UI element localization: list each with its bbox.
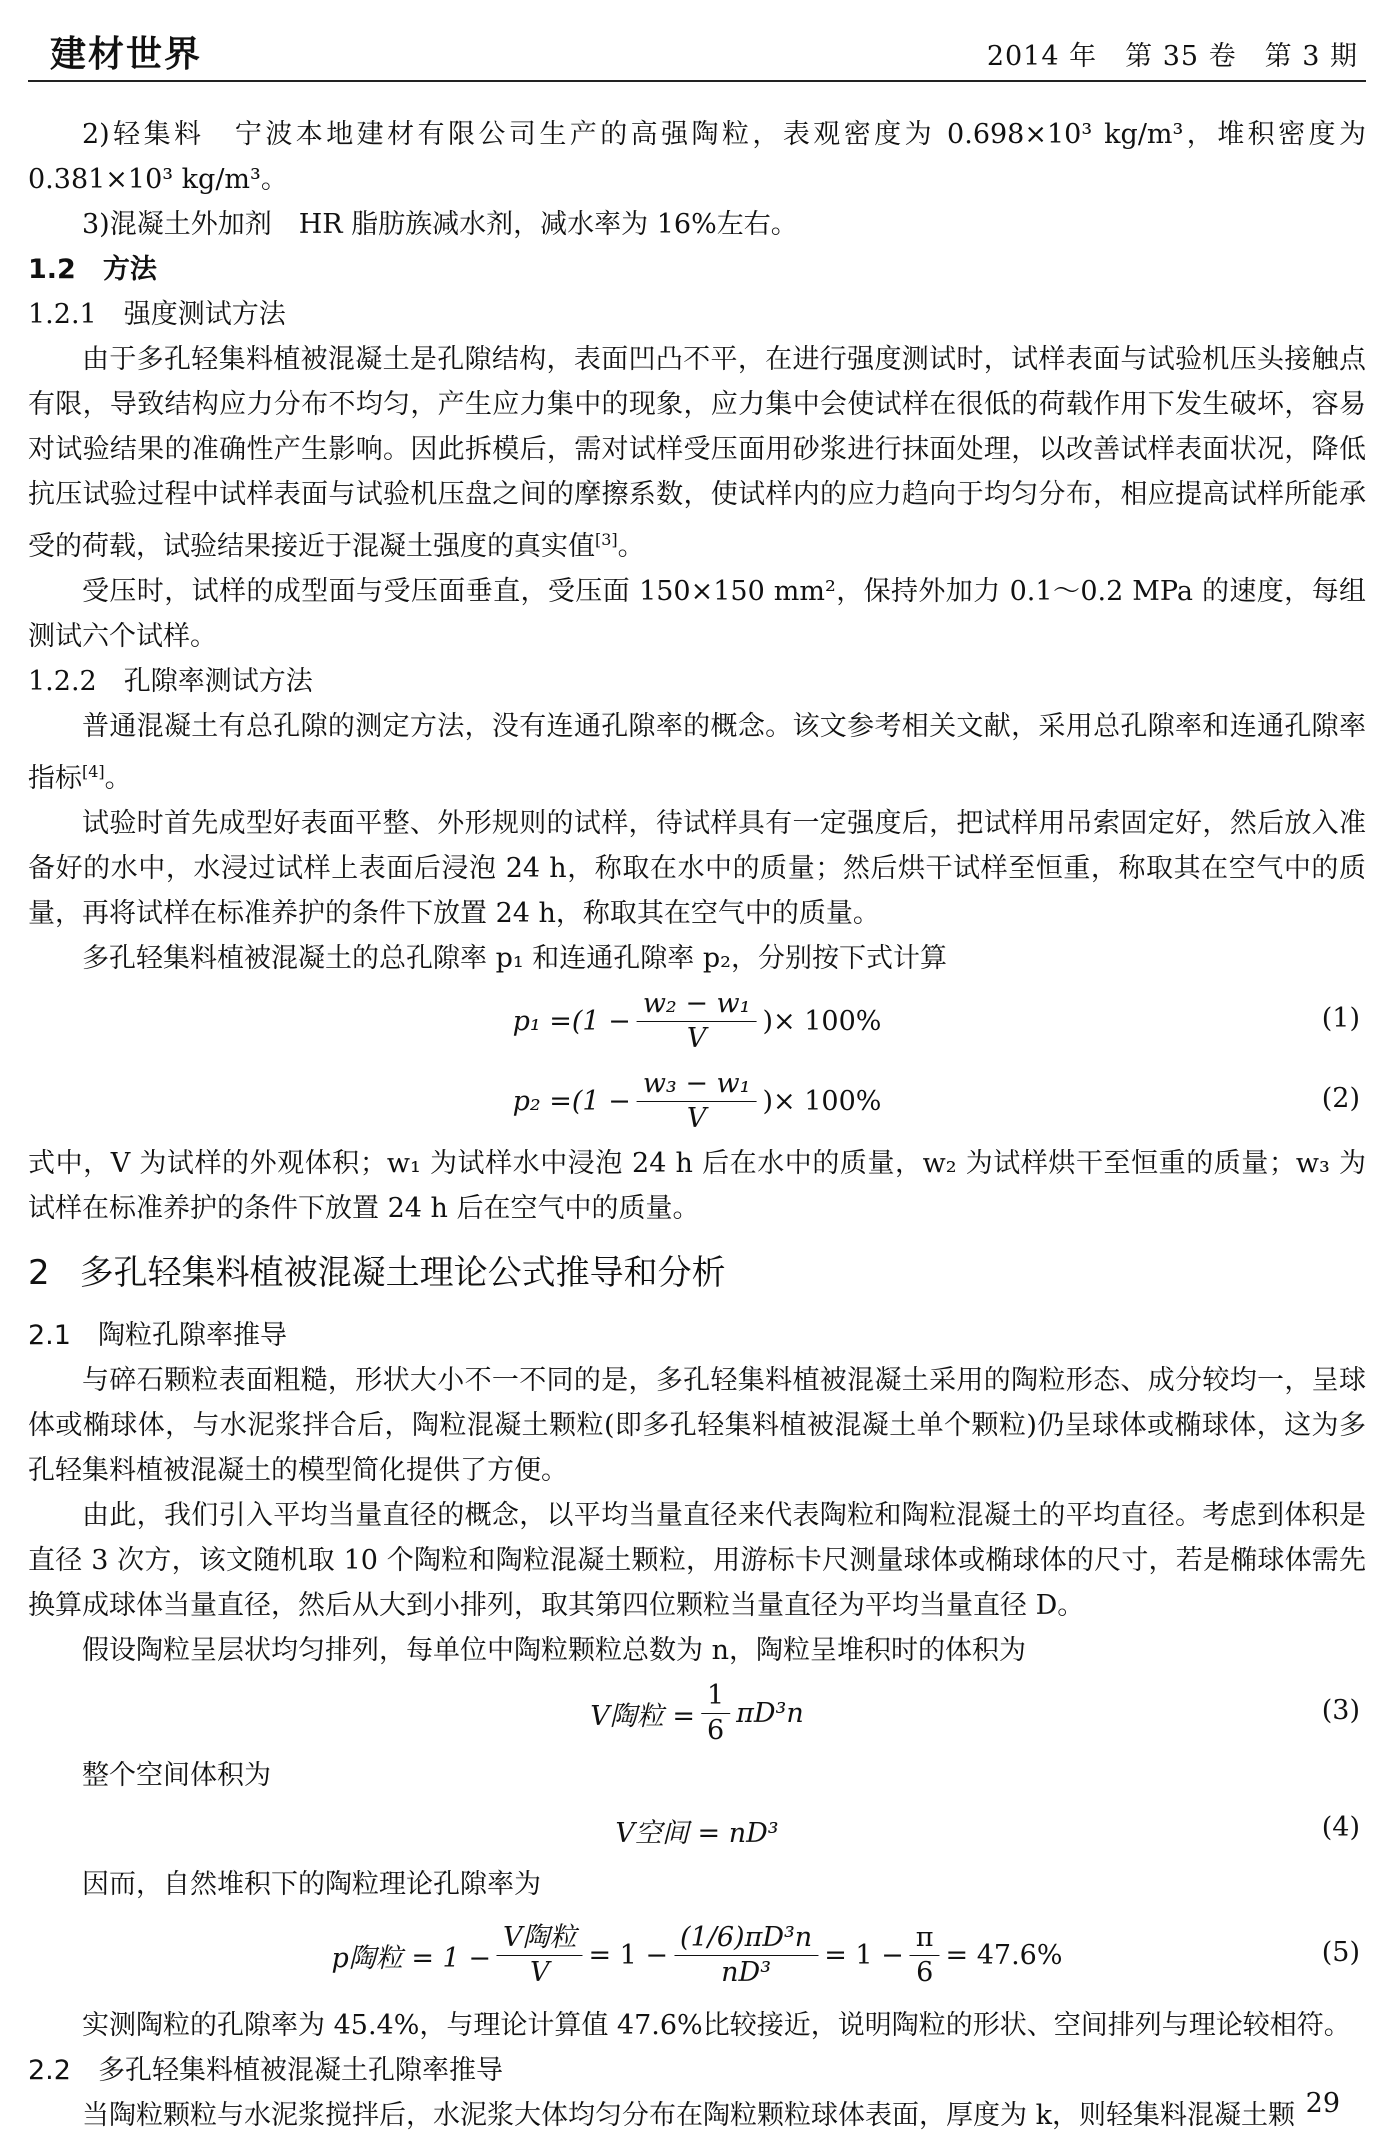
paragraph: 受压时，试样的成型面与受压面垂直，受压面 150×150 mm²，保持外加力 0.1～0.2 MPa 的速度，每组测试六个试样。: [28, 576, 1366, 652]
section-heading: 2.2 多孔轻集料植被混凝土孔隙率推导: [28, 2055, 503, 2086]
paragraph: 由此，我们引入平均当量直径的概念，以平均当量直径来代表陶粒和陶粒混凝土的平均直径。考虑到体积是直径 3 次方，该文随机取 10 个陶粒和陶粒混凝土颗粒，用游标卡尺测量球体或椭球体的尺寸，若是椭球体需先换算成球体当量直径，然后从大到小排列，取其第四位颗粒当量直径为平均当量直径 D。: [28, 1500, 1366, 1621]
equation-number: (3): [1321, 1695, 1360, 1726]
paragraph: 3)混凝土外加剂 HR 脂肪族减水剂，减水率为 16%左右。: [82, 209, 798, 240]
subsection-heading: 1.2.1 强度测试方法: [28, 299, 286, 330]
chapter-heading: 2 多孔轻集料植被混凝土理论公式推导和分析: [28, 1253, 726, 1293]
equation-1: p₁ =(1 − $\frac{\text{w₂ − w₁}}{V}$ )× 100% (1): [512, 987, 1360, 1054]
paragraph: 普通混凝土有总孔隙的测定方法，没有连通孔隙率的概念。该文参考相关文献，采用总孔隙率和连通孔隙率指标[4]。: [28, 711, 1366, 794]
equation-number: (2): [1321, 1083, 1360, 1114]
citation: [4]: [82, 762, 105, 781]
paragraph: 假设陶粒呈层状均匀排列，每单位中陶粒颗粒总数为 n，陶粒呈堆积时的体积为: [82, 1635, 1026, 1666]
subsection-heading: 1.2.2 孔隙率测试方法: [28, 666, 313, 697]
citation: [3]: [595, 530, 618, 549]
equation-number: (1): [1321, 1003, 1360, 1034]
page-number: 29: [1305, 2088, 1340, 2119]
paragraph: 试验时首先成型好表面平整、外形规则的试样，待试样具有一定强度后，把试样用吊索固定好，然后放入准备好的水中，水浸过试样上表面后浸泡 24 h，称取在水中的质量；然后烘干试样至恒重，称取其在空气中的质量，再将试样在标准养护的条件下放置 24 h，称取其在空气中的质量。: [28, 808, 1366, 929]
paragraph: 2)轻集料 宁波本地建材有限公司生产的高强陶粒，表观密度为 0.698×10³ kg/m³，堆积密度为 0.381×10³ kg/m³。: [28, 119, 1366, 195]
equation-5: p陶粒 = 1 − $\frac{\text{V陶粒}}{V}$ = 1 − $\frac{\text{(1/6)πD³n}}{\text{nD³}}$ = 1 − $\frac{\pi}{6}$ = 47.6% (5): [331, 1921, 1360, 1988]
paragraph: 实测陶粒的孔隙率为 45.4%，与理论计算值 47.6%比较接近，说明陶粒的形状、空间排列与理论较相符。: [82, 2010, 1351, 2041]
equation-number: (4): [1321, 1812, 1360, 1843]
paragraph: 与碎石颗粒表面粗糙，形状大小不一不同的是，多孔轻集料植被混凝土采用的陶粒形态、成分较均一，呈球体或椭球体，与水泥浆拌合后，陶粒混凝土颗粒(即多孔轻集料植被混凝土单个颗粒)仍呈球体或椭球体，这为多孔轻集料植被混凝土的模型简化提供了方便。: [28, 1365, 1366, 1486]
paragraph: 整个空间体积为: [82, 1760, 271, 1791]
paper-page: [28, 0, 1366, 2141]
journal-name: 建材世界: [50, 34, 203, 75]
equation-4: V空间 = nD³ (4): [615, 1812, 1360, 1849]
issue-info: 2014 年 第 35 卷 第 3 期: [986, 41, 1358, 72]
running-header: [28, 22, 1366, 82]
equation-3: V陶粒 = $\frac{1}{6}$ πD³n (3): [590, 1679, 1360, 1746]
equation-2: p₂ =(1 − $\frac{\text{w₃ − w₁}}{V}$ )× 100% (2): [512, 1067, 1360, 1134]
body-text: [28, 112, 1366, 2138]
equation-number: (5): [1321, 1937, 1360, 1968]
paragraph: 因而，自然堆积下的陶粒理论孔隙率为: [82, 1869, 541, 1900]
paragraph: 由于多孔轻集料植被混凝土是孔隙结构，表面凹凸不平，在进行强度测试时，试样表面与试验机压头接触点有限，导致结构应力分布不均匀，产生应力集中的现象，应力集中会使试样在很低的荷载作用下发生破坏，容易对试验结果的准确性产生影响。因此拆模后，需对试样受压面用砂浆进行抹面处理，以改善试样表面状况，降低抗压试验过程中试样表面与试验机压盘之间的摩擦系数，使试样内的应力趋向于均匀分布，相应提高试样所能承受的荷载，试验结果接近于混凝土强度的真实值[3]。: [28, 344, 1366, 562]
paragraph: 多孔轻集料植被混凝土的总孔隙率 p₁ 和连通孔隙率 p₂，分别按下式计算: [82, 943, 947, 974]
paragraph: 式中，V 为试样的外观体积；w₁ 为试样水中浸泡 24 h 后在水中的质量，w₂ 为试样烘干至恒重的质量；w₃ 为试样在标准养护的条件下放置 24 h 后在空气中的质量。: [28, 1148, 1366, 1224]
paragraph: 当陶粒颗粒与水泥浆搅拌后，水泥浆大体均匀分布在陶粒颗粒球体表面，厚度为 k，则轻集料混凝土颗: [82, 2100, 1295, 2131]
section-heading: 2.1 陶粒孔隙率推导: [28, 1320, 287, 1351]
section-heading: 1.2 方法: [28, 254, 157, 285]
